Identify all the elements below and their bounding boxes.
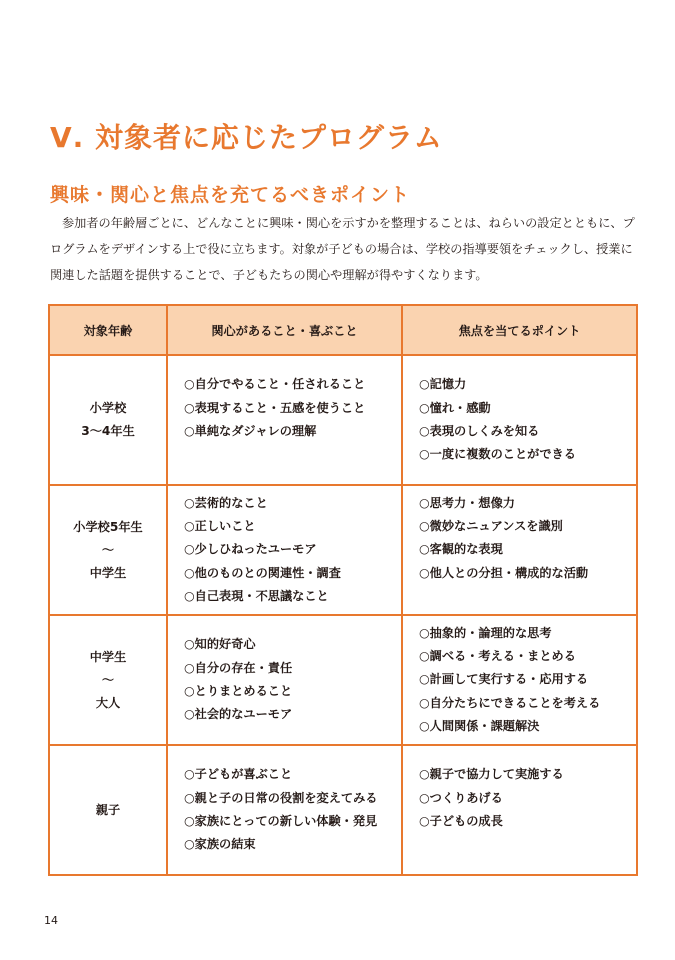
interest-item: ○他のものとの関連性・調査 bbox=[184, 565, 341, 580]
interest-item: ○少しひねったユーモア bbox=[184, 542, 317, 557]
age-label: ～ bbox=[101, 542, 115, 557]
table-header-row bbox=[49, 305, 637, 355]
focus-item bbox=[419, 585, 636, 608]
focus-item: ○調べる・考える・まとめる bbox=[419, 649, 576, 664]
interest-item: ○単純なダジャレの理解 bbox=[184, 424, 317, 438]
focus-item: ○子どもの成長 bbox=[419, 814, 503, 828]
interest-item: ○自己表現・不思議なこと bbox=[184, 588, 329, 603]
header-focus: 焦点を当てるポイント bbox=[402, 305, 637, 355]
focus-cell bbox=[402, 615, 637, 745]
header-age: 対象年齢 bbox=[49, 305, 167, 355]
focus-item: ○思考力・想像力 bbox=[419, 495, 515, 510]
focus-item: ○客観的な表現 bbox=[419, 542, 503, 557]
page-number: 14 bbox=[44, 914, 58, 927]
section-heading: 興味・関心と焦点を充てるべきポイント bbox=[50, 184, 411, 206]
interest-item bbox=[184, 443, 401, 466]
table-row bbox=[49, 615, 637, 745]
focus-item: ○表現のしくみを知る bbox=[419, 424, 540, 438]
age-cell bbox=[49, 615, 167, 745]
focus-item bbox=[419, 833, 636, 856]
interest-item: ○自分の存在・責任 bbox=[184, 660, 293, 675]
interests-cell bbox=[167, 355, 402, 485]
interests-cell bbox=[167, 485, 402, 615]
focus-item: ○他人との分担・構成的な活動 bbox=[419, 565, 589, 580]
age-label: 親子 bbox=[95, 802, 121, 817]
age-label: ～ bbox=[101, 672, 115, 687]
age-label: 大人 bbox=[95, 695, 121, 710]
header-interests: 関心があること・喜ぶこと bbox=[167, 305, 402, 355]
focus-item: ○計画して実行する・応用する bbox=[419, 672, 589, 687]
table-row bbox=[49, 485, 637, 615]
interest-item: ○自分でやること・任されること bbox=[184, 377, 366, 392]
focus-item: ○一度に複数のことができる bbox=[419, 447, 576, 462]
interest-item: ○親と子の日常の役割を変えてみる bbox=[184, 790, 378, 805]
focus-item: ○人間関係・課題解決 bbox=[419, 718, 540, 733]
age-label: 中学生 bbox=[89, 565, 127, 580]
interest-item: ○社会的なユーモア bbox=[184, 707, 293, 722]
focus-cell bbox=[402, 745, 637, 875]
interest-item: ○正しいこと bbox=[184, 519, 256, 534]
age-interest-table bbox=[48, 304, 638, 876]
age-label: 中学生 bbox=[89, 649, 127, 664]
age-label: 小学校 bbox=[89, 401, 127, 415]
age-cell bbox=[49, 355, 167, 485]
focus-cell bbox=[402, 485, 637, 615]
interest-item: ○芸術的なこと bbox=[184, 495, 268, 510]
focus-item: ○憧れ・感動 bbox=[419, 400, 491, 415]
focus-item: ○親子で協力して実施する bbox=[419, 767, 564, 782]
focus-item: ○微妙なニュアンスを識別 bbox=[419, 519, 563, 534]
age-cell bbox=[49, 485, 167, 615]
interest-item: ○子どもが喜ぶこと bbox=[184, 767, 293, 782]
interest-item: ○表現すること・五感を使うこと bbox=[184, 400, 366, 415]
focus-item: ○記憶力 bbox=[419, 377, 467, 392]
interest-item: ○家族にとっての新しい体験・発見 bbox=[184, 814, 378, 828]
page-title: Ⅴ. 対象者に応じたプログラム bbox=[50, 121, 443, 154]
table-row bbox=[49, 745, 637, 875]
focus-cell bbox=[402, 355, 637, 485]
focus-item: ○抽象的・論理的な思考 bbox=[419, 625, 552, 640]
age-label: 小学校5年生 bbox=[73, 519, 143, 534]
table-row bbox=[49, 355, 637, 485]
interest-item: ○とりまとめること bbox=[184, 684, 293, 698]
focus-item: ○つくりあげる bbox=[419, 790, 503, 805]
focus-item: ○自分たちにできることを考える bbox=[419, 695, 601, 710]
interests-cell bbox=[167, 615, 402, 745]
age-label: 3～4年生 bbox=[81, 424, 135, 438]
interest-item: ○知的好奇心 bbox=[184, 637, 256, 652]
age-cell bbox=[49, 745, 167, 875]
intro-paragraph: 参加者の年齢層ごとに、どんなことに興味・関心を示すかを整理することは、ねらいの設定とともに、プログラムをデザインする上で役に立ちます。対象が子どもの場合は、学校の指導要領をチェックし、授業に関連した話題を提供することで、子どもたちの関心や理解が得やすくなります。 bbox=[50, 216, 635, 282]
interests-cell bbox=[167, 745, 402, 875]
interest-item: ○家族の結束 bbox=[184, 837, 256, 852]
